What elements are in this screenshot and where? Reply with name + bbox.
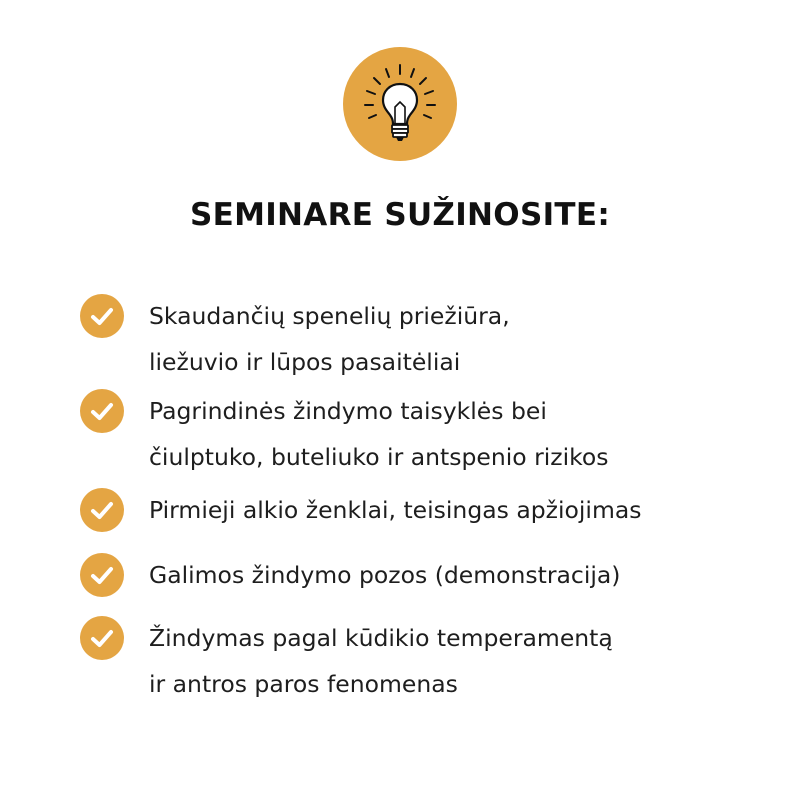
- list-item-text: [149, 487, 789, 533]
- check-badge: [80, 294, 124, 338]
- checkmark-icon: [80, 488, 124, 532]
- list-item-line: liežuvio ir lūpos pasaitėliai: [149, 348, 461, 376]
- lightbulb-icon: [343, 47, 457, 161]
- list-item-line: Skaudančių spenelių priežiūra,: [149, 302, 510, 330]
- check-badge: [80, 389, 124, 433]
- checkmark-icon: [80, 616, 124, 660]
- list-item-line: ir antros paros fenomenas: [149, 670, 458, 698]
- list-item-text: [149, 615, 789, 707]
- list-item-line: Pagrindinės žindymo taisyklės bei: [149, 397, 547, 425]
- list-item-text: [149, 388, 789, 480]
- list-item-text: [149, 552, 789, 598]
- check-badge: [80, 616, 124, 660]
- check-badge: [80, 488, 124, 532]
- checkmark-icon: [80, 389, 124, 433]
- list-item-line: čiulptuko, buteliuko ir antspenio rizikos: [149, 443, 609, 471]
- list-item-text: [149, 293, 789, 385]
- checkmark-icon: [80, 294, 124, 338]
- check-badge: [80, 553, 124, 597]
- checkmark-icon: [80, 553, 124, 597]
- section-heading: SEMINARE SUŽINOSITE:: [189, 197, 611, 233]
- list-item-line: Pirmieji alkio ženklai, teisingas apžiojimas: [149, 496, 642, 524]
- list-item-line: Galimos žindymo pozos (demonstracija): [149, 561, 621, 589]
- list-item-line: Žindymas pagal kūdikio temperamentą: [149, 624, 613, 652]
- lightbulb-badge: [343, 47, 457, 161]
